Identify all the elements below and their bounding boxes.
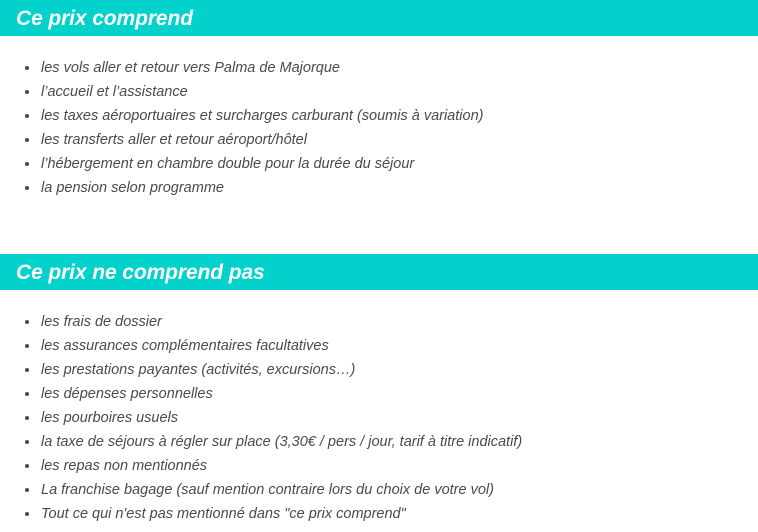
section-header-not-included [0, 254, 758, 290]
list-item: les taxes aéroportuaires et surcharges carburant (soumis à variation) [0, 104, 758, 128]
section-title-not-included: Ce prix ne comprend pas [16, 260, 265, 284]
section-body-included [0, 36, 758, 200]
section-included [0, 0, 758, 200]
list-item: les prestations payantes (activités, excursions…) [0, 358, 758, 382]
list-item: les assurances complémentaires facultatives [0, 334, 758, 358]
list-item: l’accueil et l’assistance [0, 80, 758, 104]
list-item: la taxe de séjours à régler sur place (3,30€ / pers / jour, tarif à titre indicatif) [0, 430, 758, 454]
section-header-included [0, 0, 758, 36]
list-item: l’hébergement en chambre double pour la durée du séjour [0, 152, 758, 176]
list-item: la pension selon programme [0, 176, 758, 200]
section-gap [0, 200, 758, 254]
list-top-spacer [0, 36, 758, 56]
not-included-list [0, 310, 758, 526]
list-top-spacer [0, 290, 758, 310]
list-item: les repas non mentionnés [0, 454, 758, 478]
list-item: les pourboires usuels [0, 406, 758, 430]
list-item: les transferts aller et retour aéroport/hôtel [0, 128, 758, 152]
section-not-included [0, 254, 758, 526]
section-title-included: Ce prix comprend [16, 6, 193, 30]
list-item: Tout ce qui n'est pas mentionné dans "ce prix comprend" [0, 502, 758, 526]
list-item: les vols aller et retour vers Palma de Majorque [0, 56, 758, 80]
included-list [0, 56, 758, 200]
section-body-not-included [0, 290, 758, 526]
list-item: les frais de dossier [0, 310, 758, 334]
list-item: La franchise bagage (sauf mention contraire lors du choix de votre vol) [0, 478, 758, 502]
list-item: les dépenses personnelles [0, 382, 758, 406]
